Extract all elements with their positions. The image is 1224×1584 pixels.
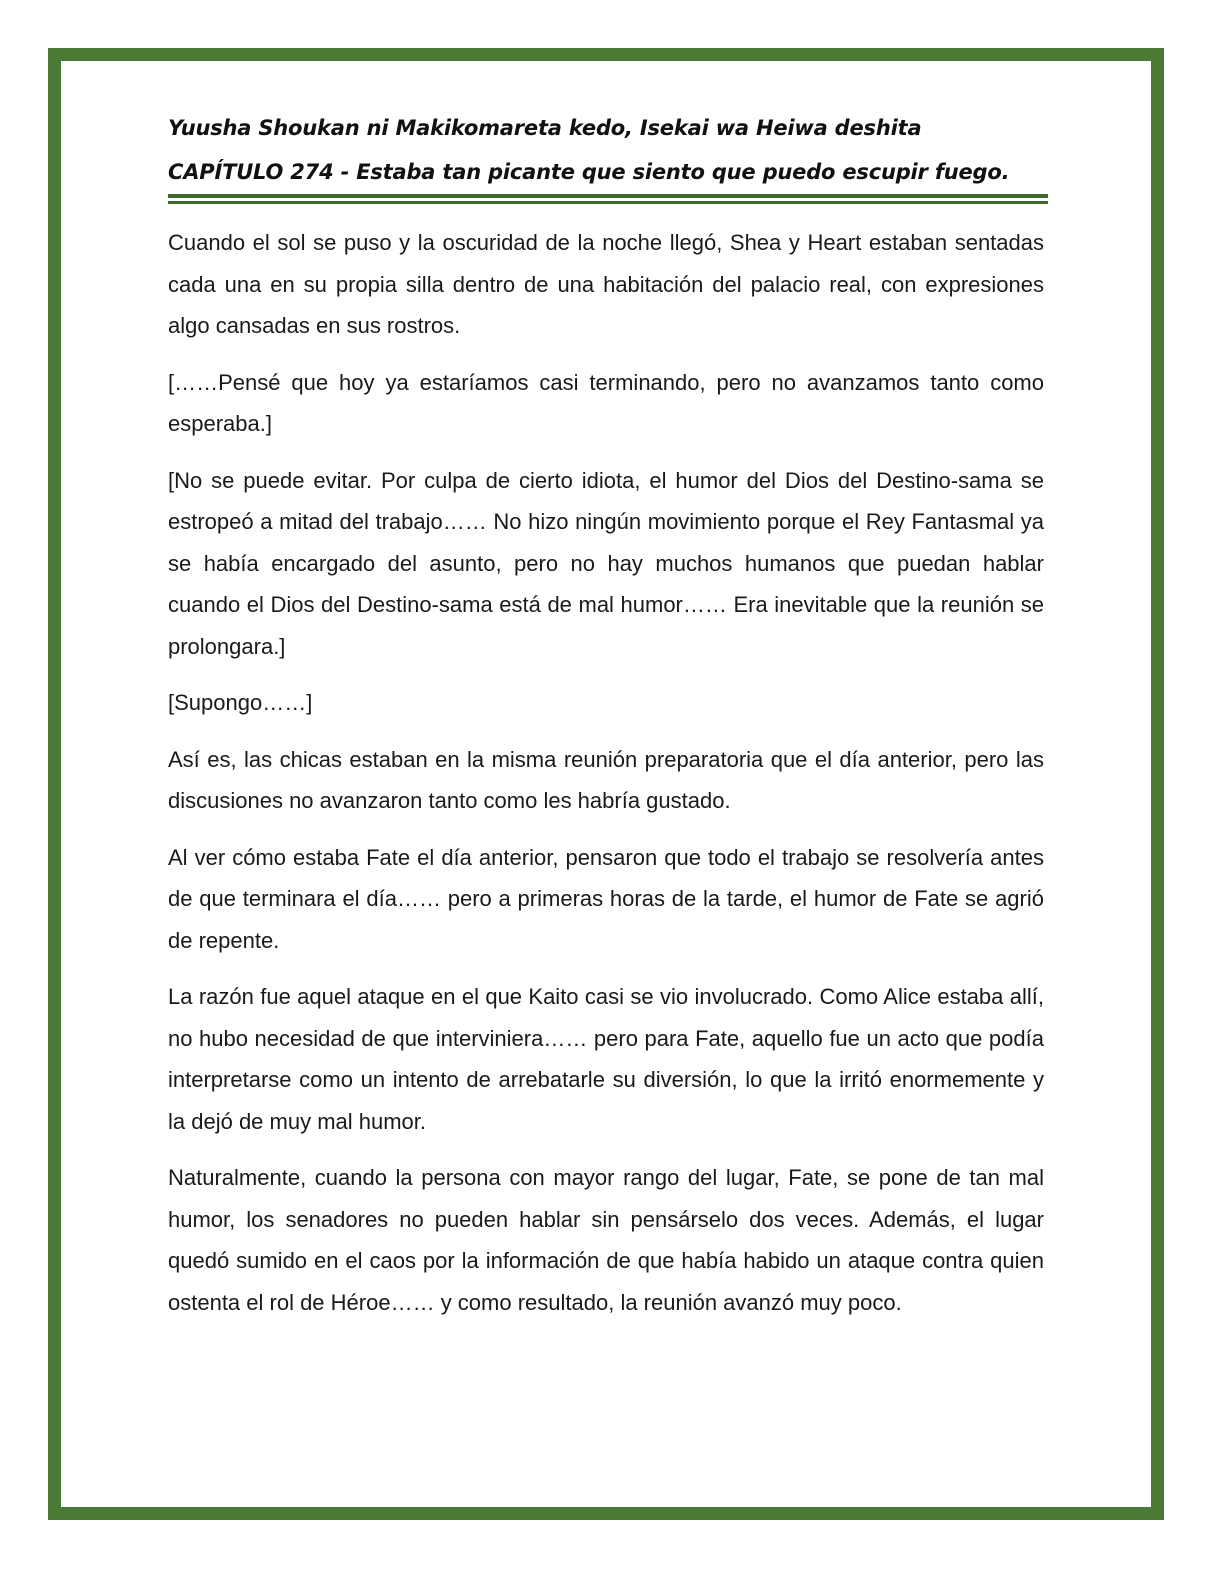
chapter-body bbox=[168, 222, 1044, 1338]
paragraph: Al ver cómo estaba Fate el día anterior, pensaron que todo el trabajo se resolvería antes de que terminara el día…… pero a primeras horas de la tarde, el humor de Fate se agrió de repente. bbox=[168, 844, 1044, 953]
paragraph: Naturalmente, cuando la persona con mayor rango del lugar, Fate, se pone de tan mal humor, los senadores no pueden hablar sin pensárselo dos veces. Además, el lugar quedó sumido en el caos por la información de que había habido un ataque contra quien ostenta el rol de Héroe…… y como resultado, la reunión avanzó muy poco. bbox=[168, 1165, 1044, 1315]
paragraph: Así es, las chicas estaban en la misma reunión preparatoria que el día anterior, pero las discusiones no avanzaron tanto como les habría gustado. bbox=[168, 746, 1044, 813]
header-rule-thin bbox=[168, 201, 1048, 204]
paragraph: [No se puede evitar. Por culpa de cierto idiota, el humor del Dios del Destino-sama se estropeó a mitad del trabajo…… No hizo ningún movimiento porque el Rey Fantasmal ya se había encargado del asunto, pero no hay muchos humanos que puedan hablar cuando el Dios del Destino-sama está de mal humor…… Era inevitable que la reunión se prolongara.] bbox=[168, 467, 1044, 659]
paragraph: [Supongo……] bbox=[168, 690, 313, 715]
paragraph: La razón fue aquel ataque en el que Kaito casi se vio involucrado. Como Alice estaba allí, no hubo necesidad de que interviniera…… pero para Fate, aquello fue un acto que podía interpretarse como un intento de arrebatarle su diversión, lo que la irritó enormemente y la dejó de muy mal humor. bbox=[168, 984, 1044, 1134]
chapter-header bbox=[168, 110, 1048, 204]
chapter-title: CAPÍTULO 274 - Estaba tan picante que siento que puedo escupir fuego. bbox=[168, 160, 1010, 184]
series-title: Yuusha Shoukan ni Makikomareta kedo, Isekai wa Heiwa deshita bbox=[168, 116, 922, 140]
paragraph: [……Pensé que hoy ya estaríamos casi terminando, pero no avanzamos tanto como esperaba.] bbox=[168, 369, 1044, 436]
header-rule-thick bbox=[168, 194, 1048, 198]
paragraph: Cuando el sol se puso y la oscuridad de la noche llegó, Shea y Heart estaban sentadas cada una en su propia silla dentro de una habitación del palacio real, con expresiones algo cansadas en sus rostros. bbox=[168, 230, 1044, 338]
